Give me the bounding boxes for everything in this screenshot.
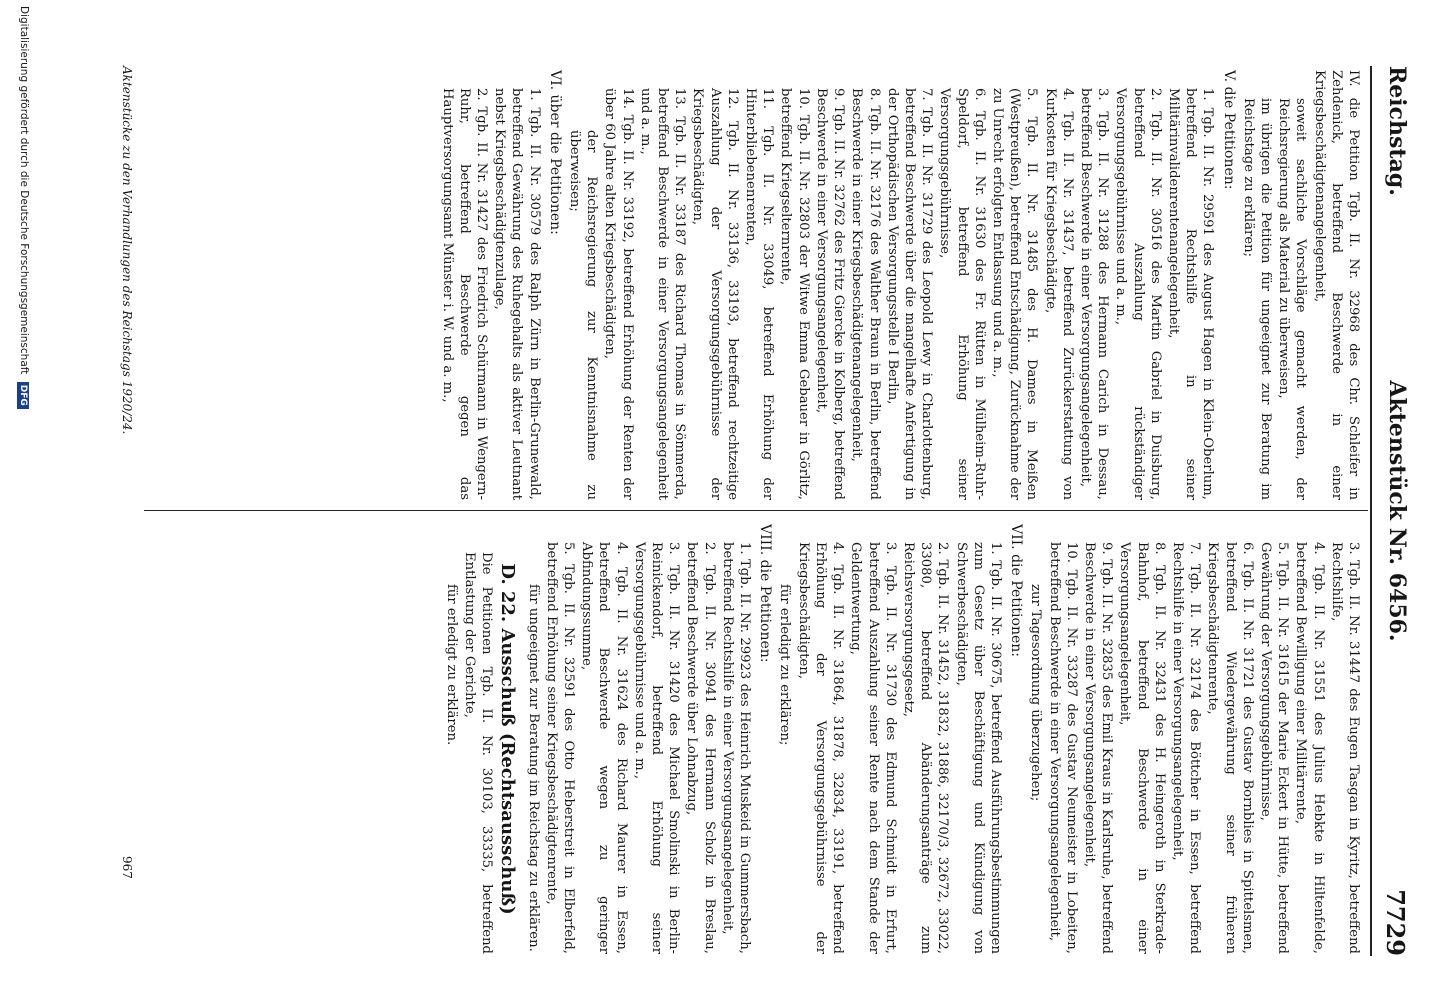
petition-entry: 13. Tgb. II. Nr. 33187 des Richard Thomas in Sömmerda, betreffend Beschwerde in einer Versorgungsangelegenheit und a. m., [637, 88, 688, 500]
petition-entry: 3. Tgb. II. Nr. 31288 des Hermann Carich in Dessau, betreffend Beschwerde in einer Versorgungsangelegenheit, [1077, 88, 1111, 500]
header-title: Aktenstück Nr. 6456. [1384, 380, 1410, 642]
petition-entry: 1. Tgb. II. Nr. 29591 des August Hagen in Klein-Oberlum, betreffend Rechtshilfe in seiner Militärinvalidenrentenangelegenheit, [1165, 88, 1216, 500]
petition-entry: 4. Tgb. II. Nr. 31864, 31878, 32834, 33191, betreffend Erhöhung der Versorgungsgebührnisse der Kriegsbeschädigten, [795, 542, 846, 954]
petition-decision: soweit sachliche Vorschläge gemacht werden, der Reichsregierung als Material zu überweisen, [1276, 98, 1309, 500]
petition-decision: für erledigt zu erklären; [777, 584, 793, 746]
page-header [1370, 66, 1414, 956]
committee-heading: D. 22. Ausschuß (Rechtsausschuß) [497, 563, 519, 915]
credit-text: Digitalisierung gefördert durch die Deutsche Forschungsgemeinschaft [18, 6, 30, 375]
digitization-credit [17, 0, 30, 1006]
petition-decision: zur Tagesordnung überzugehen; [1028, 584, 1044, 802]
petition-decision: für erledigt zu erklären. [443, 584, 459, 746]
petition-entry: Die Petitionen Tgb. II. Nr. 30103, 33335, betreffend Entlastung der Gerichte, [462, 552, 495, 954]
petition-entry: 4. Tgb. II. Nr. 31551 des Julius Hebkte in Hiltenfelde, betreffend Bewilligung einer Militärrente, [1293, 542, 1326, 954]
section-heading: VI. über die Petitionen: [546, 70, 563, 235]
petition-entry: 3. Tgb. II. Nr. 31447 des Eugen Tasgan in Kyritz, betreffend Rechtshilfe, [1328, 542, 1361, 954]
petition-entry: 3. Tgb. II. Nr. 31420 des Michael Smolinski in Berlin-Reinickendorf, betreffend Erhöhung seiner Versorgungsgebührnisse und a. m., [631, 542, 682, 954]
petition-entry: 6. Tgb. II. Nr. 31630 des Fr. Rütten in Mülheim-Ruhr-Speldorf, betreffend Erhöhung seiner Versorgungsgebührnisse, [937, 88, 987, 500]
column-divider [144, 510, 1368, 511]
petition-entry: 7. Tgb. II. Nr. 32174 des Böttcher in Essen, betreffend Rechtshilfe in einer Versorgungsangelegenheit, [1169, 542, 1203, 954]
petition-entry: 3. Tgb. II. Nr. 31730 des Edmund Schmidt in Erfurt, betreffend Auszahlung seiner Rente nach dem Stande der Geldentwertung, [848, 542, 898, 954]
petition-entry: 2. Tgb. II. Nr. 31452, 31832, 31886, 32170/3, 32672, 33022, 33080, betreffend Abänderungsanträge zum Reichsversorgungsgesetz, [900, 542, 951, 954]
petition-entry: 5. Tgb. II. Nr. 31485 des H. Dames in Meißen (Westpreußen), betreffend Entschädigung, Zurücknahme der zu Unrecht erfolgten Entlassung und a. m., [989, 88, 1040, 500]
petition-entry: 1. Tgb. II. Nr. 30579 des Ralph Zürn in Berlin-Grunewald, betreffend Gewährung des Ruhegehalts als aktiver Leutnant nebst Kriegsbeschädigtenzulage, [492, 88, 542, 500]
petition-entry: 2. Tgb. II. Nr. 31427 des Friedrich Schürmann in Wengern-Ruhr, betreffend Beschwerde gegen das Hauptversorgungsamt Münster i. W. und a. m., [439, 88, 490, 500]
section-heading: V. die Petitionen: [1220, 70, 1237, 190]
left-column [437, 70, 1362, 500]
petition-entry: 7. Tgb. II. Nr. 31729 des Leopold Lewy in Charlottenburg, betreffend Beschwerde über die mangelhafte Anfertigung in der Orthopädischen Versorgungsstelle I Berlin, [884, 88, 935, 500]
petition-entry: 9. Tgb. II. Nr. 32835 des Emil Kraus in Karlsruhe, betreffend Beschwerde in einer Versorgungsangelegenheit, [1081, 542, 1115, 954]
footer-source: Aktenstücke zu den Verhandlungen des Reichstags 1920/24. [120, 66, 134, 435]
petition-decision: im übrigen die Petition für ungeeignet zur Beratung im Reichstage zu erklären; [1240, 98, 1273, 500]
petition-entry: 1. Tgb. II. Nr. 29923 des Heinrich Muskeid in Gummersbach, betreffend Rechtshilfe in einer Versorgungsangelegenheit, [719, 542, 753, 954]
petition-entry: IV. die Petition Tgb. II. Nr. 32968 des Chr. Schleifer in Zehdenick, betreffend Beschwerde in einer Kriegsbeschädigtenangelegenheit, [1311, 70, 1361, 500]
petition-entry: 4. Tgb. II. Nr. 31624 des Richard Maurer in Essen, betreffend Beschwerde wegen zu geringer Abfindungssumme, [579, 542, 629, 954]
petition-decision: für ungeeignet zur Beratung im Reichstag zu erklären. [525, 584, 541, 952]
right-column [442, 524, 1362, 954]
petition-entry: 5. Tgb. II. Nr. 31615 der Marie Eckert in Hütte, betreffend Gewährung der Versorgungsgebührnisse, [1257, 542, 1291, 954]
petition-entry: 12. Tgb. II. Nr. 33136, 33193, betreffend rechtzeitige Auszahlung der Versorgungsgebührnisse der Kriegsbeschädigten, [690, 88, 740, 500]
header-rule [1370, 66, 1372, 956]
petition-entry: 9. Tgb. II. Nr. 32762 des Fritz Giercke in Kolberg, betreffend Beschwerde in einer Versorgungsangelegenheit, [813, 88, 847, 500]
petition-entry: 2. Tgb. II. Nr. 30941 des Hermann Scholz in Breslau, betreffend Beschwerde über Lohnabzug, [684, 542, 717, 954]
petition-entry: 2. Tgb. II. Nr. 30516 des Martin Gabriel in Duisburg, betreffend Auszahlung rückständiger Versorgungsgebührnisse und a. m., [1113, 88, 1163, 500]
petition-entry: 6. Tgb. II. Nr. 31721 des Gustav Bornblies in Spittelsmen, betreffend Wiedergewährung seiner früheren Kriegsbeschädigtenrente, [1205, 542, 1255, 954]
petition-entry: 10. Tgb. II. Nr. 33287 des Gustav Neumeister in Lobeiten, betreffend Beschwerde in einer Versorgungsangelegenheit, [1046, 542, 1079, 954]
page-number: 7729 [1381, 889, 1410, 956]
section-heading: VIII. die Petitionen: [757, 524, 774, 663]
petition-entry: 14. Tgb. II. Nr. 33192, betreffend Erhöhung der Renten der über 60 Jahre alten Kriegsbeschädigten, [602, 88, 635, 500]
petition-entry: 4. Tgb. II. Nr. 31437, betreffend Zurückerstattung von Kurkosten für Kriegsbeschädigte, [1042, 88, 1075, 500]
section-heading: VII. die Petitionen: [1008, 524, 1025, 657]
petition-entry: 11. Tgb. II. Nr. 33049, betreffend Erhöhung der Hinterbliebenenrenten, [743, 88, 776, 500]
petition-entry: 8. Tgb. II. Nr. 32176 des Walther Braun in Berlin, betreffend Beschwerde in einer Kriegsbeschädigtenangelegenheit, [849, 88, 882, 500]
petition-entry: 5. Tgb. II. Nr. 32591 des Otto Heberstreit in Elberfeld, betreffend Erhöhung seiner Kriegsbeschädigtenrente, [543, 542, 577, 954]
header-left: Reichstag. [1384, 66, 1410, 196]
footer-page-number: 967 [120, 856, 134, 879]
petition-decision: der Reichsregierung zur Kenntnisnahme zu überweisen; [567, 130, 600, 500]
petition-entry: 1. Tgb. II. Nr. 30675, betreffend Ausführungsbestimmungen zum Gesetz über Beschäftigung und Kündigung von Schwerbeschädigten, [953, 542, 1003, 954]
petition-entry: 8. Tgb. II. Nr. 32431 des H. Heingeroth in Sterkrade-Bahnhof, betreffend Beschwerde in einer Versorgungsangelegenheit, [1117, 542, 1167, 954]
petition-entry: 10. Tgb. II. Nr. 32803 der Witwe Emma Gebauer in Görlitz, betreffend Kriegselternrente, [778, 88, 811, 500]
dfg-logo: DFG [17, 382, 29, 409]
